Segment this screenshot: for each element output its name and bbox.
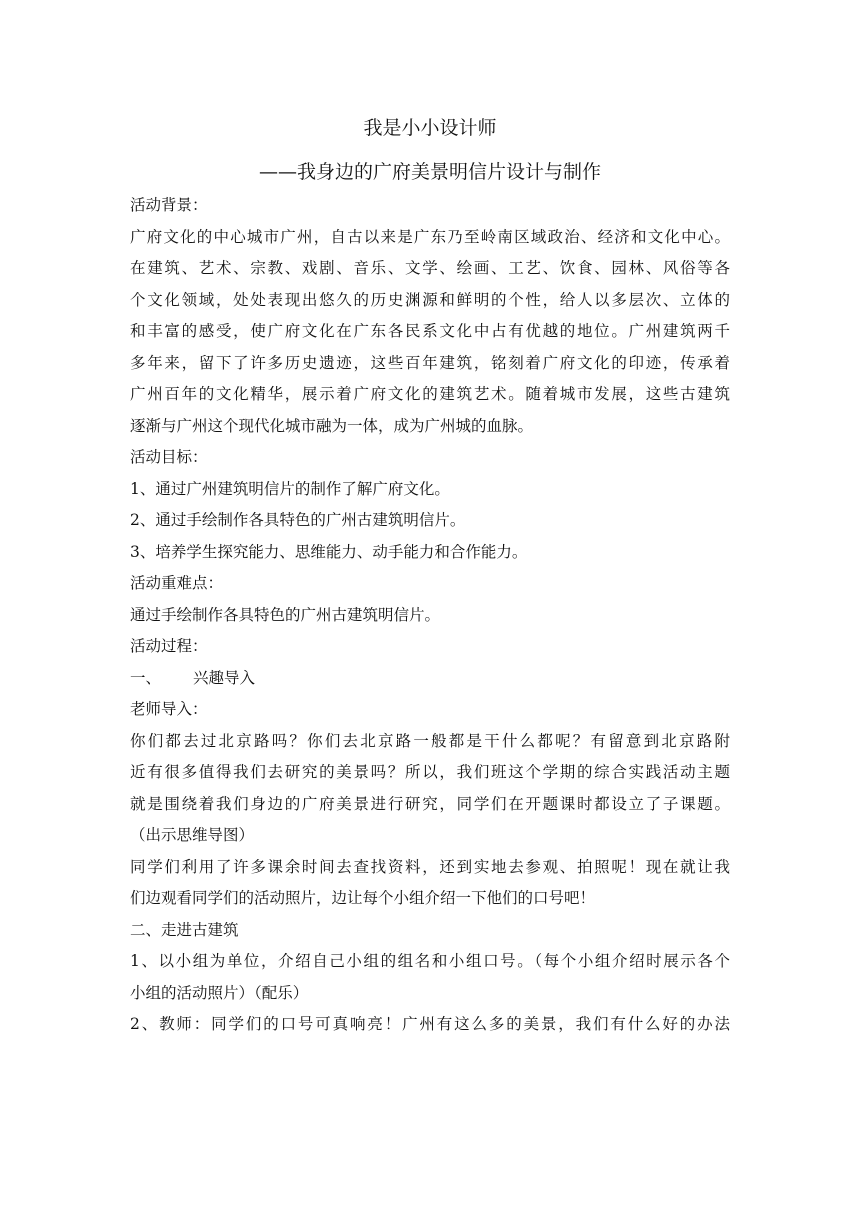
intro-line: 近有很多值得我们去研究的美景吗？所以，我们班这个学期的综合实践活动主题	[130, 763, 730, 781]
background-line: 广府文化的中心城市广州，自古以来是广东乃至岭南区域政治、经济和文化中心。	[130, 227, 730, 246]
section-2-line: 1、以小组为单位，介绍自己小组的组名和小组口号。（每个小组介绍时展示各个	[130, 952, 730, 970]
background-line: 逐渐与广州这个现代化城市融为一体，成为广州城的血脉。	[130, 416, 534, 435]
background-line: 和丰富的感受，使广府文化在广东各民系文化中占有优越的地位。广州建筑两千	[130, 322, 730, 340]
intro-line: 们边观看同学们的活动照片，边让每个小组介绍一下他们的口号吧！	[130, 889, 596, 907]
intro-line: 就是围绕着我们身边的广府美景进行研究，同学们在开题课时都设立了子课题。	[130, 794, 730, 813]
section-2-line: 2、教师：同学们的口号可真响亮！广州有这么多的美景，我们有什么好的办法	[130, 1015, 730, 1033]
page-subtitle: ——我身边的广府美景明信片设计与制作	[258, 161, 601, 183]
section-1-title: 兴趣导入	[193, 668, 256, 687]
section-1-number: 一、	[130, 668, 162, 687]
page-title: 我是小小设计师	[363, 117, 497, 139]
goal-item: 2、通过手绘制作各具特色的广州古建筑明信片。	[130, 511, 466, 529]
document-body	[130, 112, 730, 1041]
section-2-line: 小组的活动照片）（配乐）	[130, 983, 309, 1002]
goals-heading: 活动目标：	[130, 448, 208, 466]
background-line: 个文化领域，处处表现出悠久的历史渊源和鲜明的个性，给人以多层次、立体的	[130, 290, 730, 309]
intro-line: 同学们利用了许多课余时间去查找资料，还到实地去参观、拍照呢！现在就让我	[130, 857, 730, 876]
goal-item: 1、通过广州建筑明信片的制作了解广府文化。	[130, 479, 450, 498]
difficulty-text: 通过手绘制作各具特色的广州古建筑明信片。	[130, 605, 441, 624]
goal-item: 3、培养学生探究能力、思维能力、动手能力和合作能力。	[130, 542, 528, 561]
teacher-intro-heading: 老师导入：	[130, 700, 208, 718]
text-lines	[130, 190, 730, 1041]
intro-line: （出示思维导图）	[130, 826, 255, 844]
background-line: 广州百年的文化精华，展示着广府文化的建筑艺术。随着城市发展，这些古建筑	[130, 385, 730, 403]
section-2-heading: 二、走进古建筑	[130, 920, 239, 939]
intro-line: 你们都去过北京路吗？你们去北京路一般都是干什么都呢？有留意到北京路附	[130, 731, 730, 750]
section-1-heading	[130, 663, 730, 695]
background-line: 在建筑、艺术、宗教、戏剧、音乐、文学、绘画、工艺、饮食、园林、风俗等各	[130, 259, 730, 277]
process-heading: 活动过程：	[130, 637, 208, 655]
background-heading: 活动背景：	[130, 196, 208, 214]
difficulty-heading: 活动重难点：	[130, 574, 224, 592]
background-line: 多年来，留下了许多历史遗迹，这些百年建筑，铭刻着广府文化的印迹，传承着	[130, 353, 730, 372]
